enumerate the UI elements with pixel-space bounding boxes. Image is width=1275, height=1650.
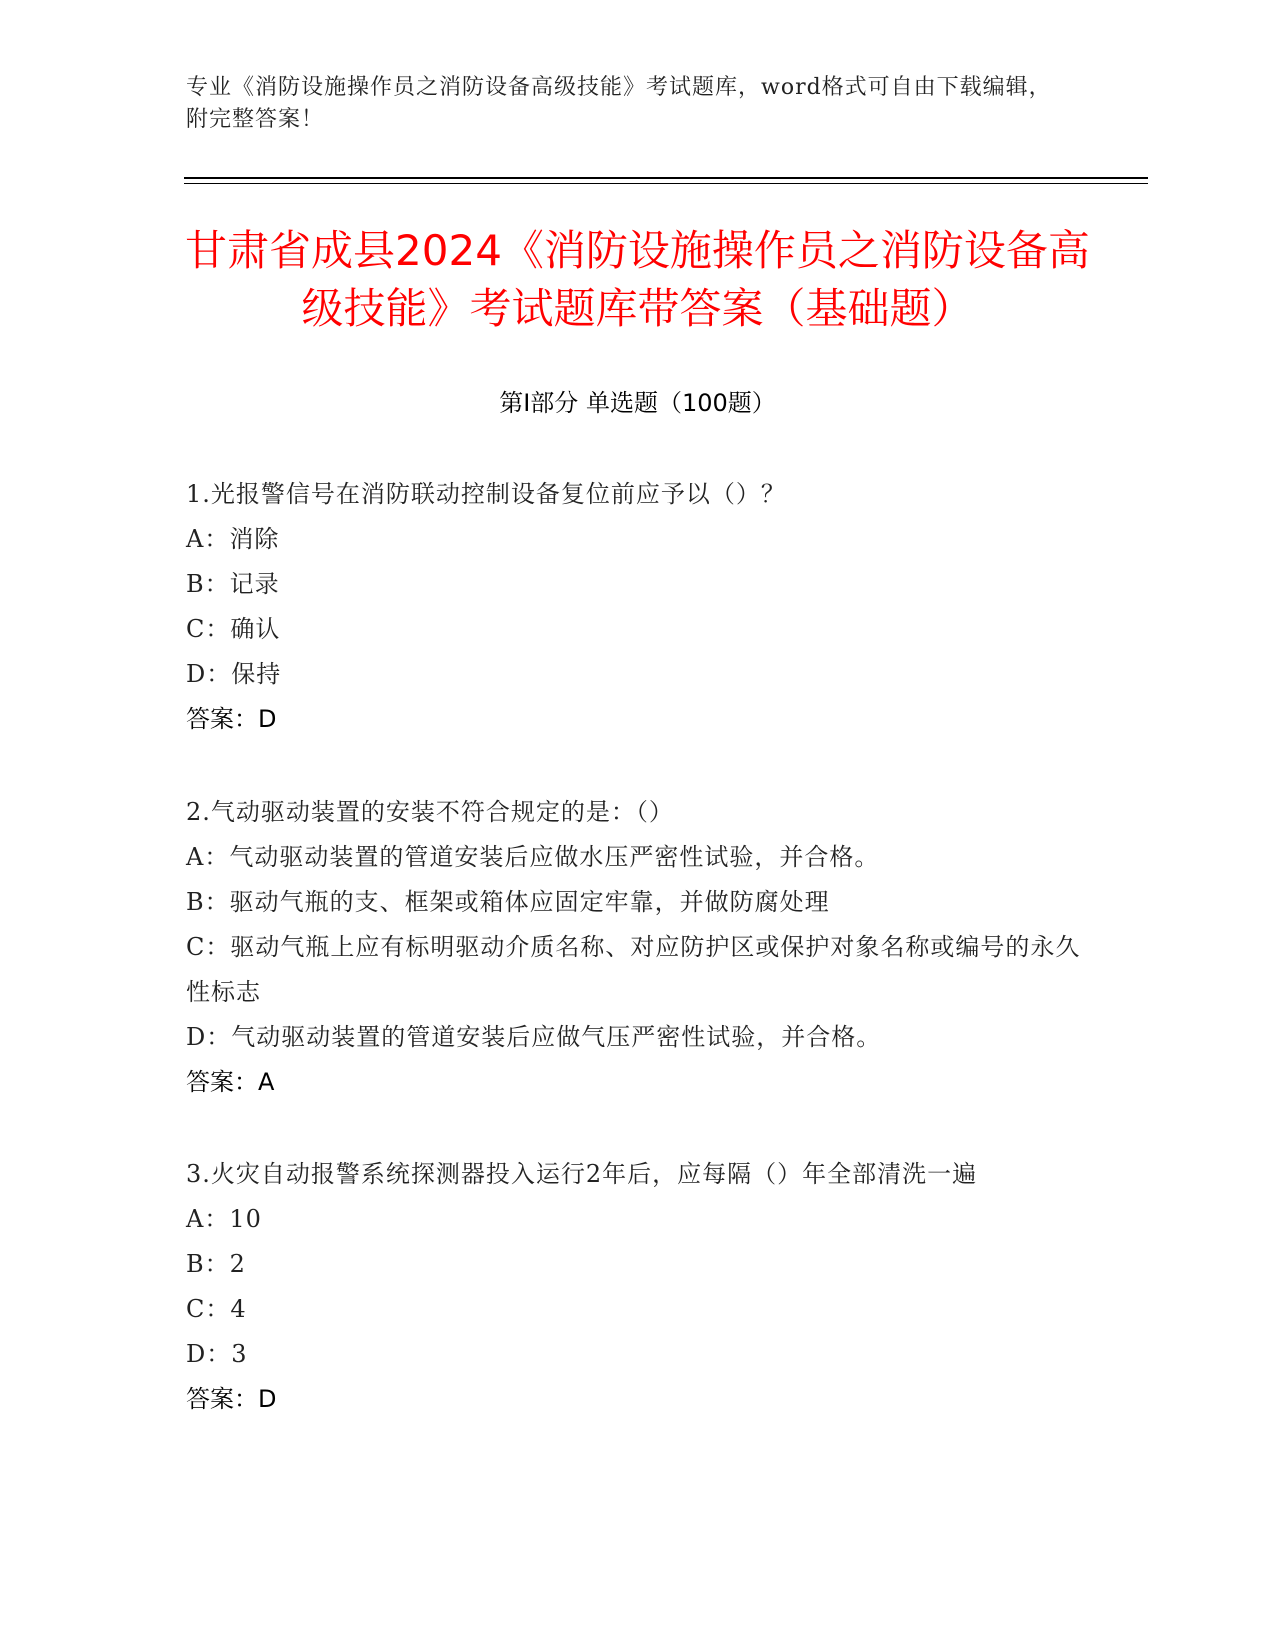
option-b: B：2 [186,1250,246,1278]
option-b: B：驱动气瓶的支、框架或箱体应固定牢靠，并做防腐处理 [186,888,830,916]
option-c: C：确认 [186,615,281,643]
document-title: 甘肃省成县2024《消防设施操作员之消防设备高级技能》考试题库带答案（基础题） [185,226,1090,333]
question-stem: 2.气动驱动装置的安装不符合规定的是：（） [186,798,674,826]
answer-text: 答案：A [186,1068,275,1096]
option-a: A：气动驱动装置的管道安装后应做水压严密性试验，并合格。 [186,843,880,871]
option-d: D：气动驱动装置的管道安装后应做气压严密性试验，并合格。 [186,1023,882,1051]
option-a: A：10 [186,1205,262,1233]
option-c: C：4 [186,1295,247,1323]
option-d: D：3 [186,1340,248,1368]
option-b: B：记录 [186,570,280,598]
header-intro-text: 专业《消防设施操作员之消防设备高级技能》考试题库，word格式可自由下载编辑，附完整答案！ [186,75,1052,132]
option-c: C：驱动气瓶上应有标明驱动介质名称、对应防护区或保护对象名称或编号的永久性标志 [186,933,1081,1006]
question-block [186,472,1086,742]
answer-text: 答案：D [186,1385,277,1413]
question-block [186,1152,1086,1422]
option-a: A：消除 [186,525,280,553]
answer-text: 答案：D [186,705,277,733]
question-block [186,790,1086,1105]
question-stem: 3.火灾自动报警系统探测器投入运行2年后，应每隔（）年全部清洗一遍 [186,1160,978,1188]
header-rule-thin [184,183,1148,184]
question-stem: 1.光报警信号在消防联动控制设备复位前应予以（）？ [186,480,786,508]
section-heading: 第I部分 单选题（100题） [499,389,776,417]
header-rule-thick [184,177,1148,179]
option-d: D：保持 [186,660,282,688]
